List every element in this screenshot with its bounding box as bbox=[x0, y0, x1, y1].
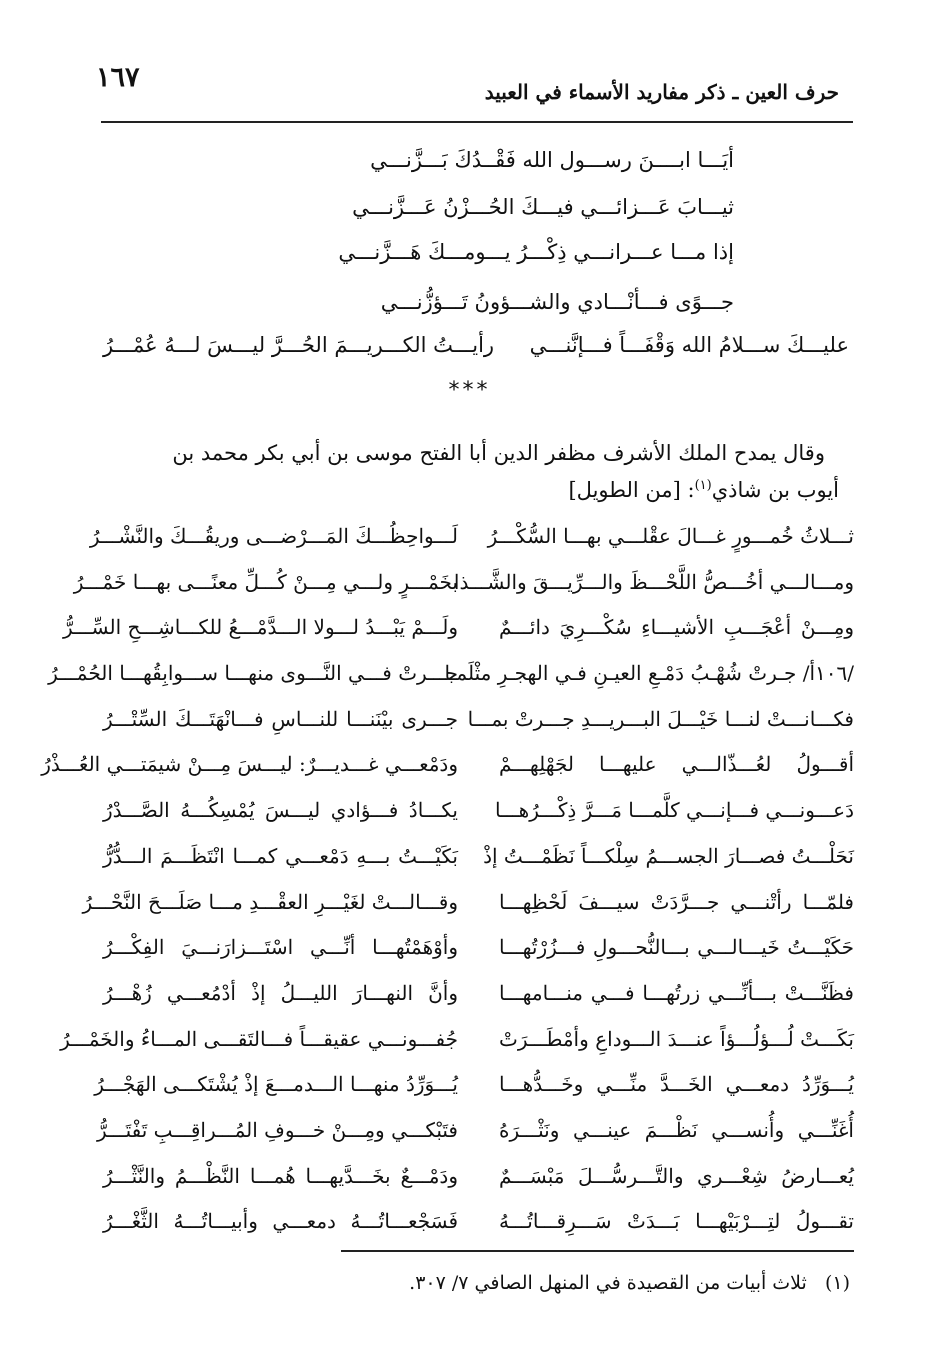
hemistich: وأوْهَمْتُهـــا أنِّـــي اسْتَـــزارَنـــيَ الفِكْـــرُ bbox=[103, 935, 458, 960]
hemistich: ثـــلاثُ خُمـــورٍ غـــالَ عقْلـــي بهـــا السُّكْـــرُ bbox=[487, 524, 854, 548]
hemistich: بخَمْـــرٍ ولـــي مِـــنْ كُـــلِّ معنًـــى بهـــا خَمْـــرُ bbox=[73, 569, 458, 594]
hemistich: يُعـــارضُ شِعْـــري والتَّـــرسُّـــلَ مَبْسَـــمٌ bbox=[499, 1163, 854, 1188]
poem-meter: : [من الطويل] bbox=[568, 478, 695, 502]
hemistich: يُـــوَرِّدُ منهـــا الـــدمـــعَ إذْ يُشْتَكـــى الهَجْـــرُ bbox=[94, 1072, 458, 1097]
verse-line: ثيـــابَ عَـــزائـــي فيـــكَ الحُـــزْنُ عَـــزَّنـــي bbox=[352, 195, 734, 219]
closing-verse-first-hemistich: عليـــكَ ســـلامُ الله وَقْفَـــاً فـــإنَّنـــي bbox=[529, 333, 849, 357]
poem-introduction: وقال يمدح الملك الأشرف مظفر الدين أبا الفتح موسى بن أبي بكر محمد بن bbox=[172, 441, 825, 465]
hemistich: فلمّـــا رأتْنـــي جـــرَّدَتْ سيـــفَ لَحْظِهـــا bbox=[499, 889, 854, 914]
patron-name: أيوب بن شاذي bbox=[711, 478, 839, 502]
footnote-reference: (١) bbox=[694, 478, 712, 493]
hemistich: جـــرى بيْنَنـــا للنـــاسِ فـــانْهَتَـــكَ السِّتْـــرُ bbox=[103, 706, 458, 731]
hemistich: وأنَّ النهـــارَ الليـــلُ إذْ أدْمُعـــي زُهْـــرُ bbox=[103, 980, 458, 1005]
verse-line: إذا مـــا عـــرانـــي ذِكْـــرُ يـــومـــكَ هَـــزَّنـــي bbox=[338, 240, 734, 264]
hemistich: فكـــانـــتْ لنـــا خَيْـــلَ البـــريـــدِ جـــرتْ بمـــا bbox=[467, 706, 854, 731]
hemistich: /١٠٦أ/ جـرتْ شُهْـبُ دَمْـعِ العيـنِ فـي الهجـرِ مثْلَمـا bbox=[444, 661, 854, 686]
page-number: ١٦٧ bbox=[96, 62, 140, 93]
hemistich: ودَمْعـــي غـــديـــرٌ: ليـــسَ مِـــنْ شيمَتـــي العُـــذْرُ bbox=[41, 752, 458, 777]
poem-introduction-continued bbox=[568, 478, 839, 502]
footnote-rule bbox=[341, 1250, 854, 1252]
hemistich: فَسَجْعـــاتُـــهُ دمعـــي وأبيـــاتُـــهُ الثَّغْـــرُ bbox=[103, 1209, 458, 1234]
closing-verse-second-hemistich: رأيـــتُ الكـــريـــمَ الحُـــرَّ ليـــسَ لـــهُ عُمْـــرُ bbox=[103, 333, 495, 357]
verse-line: جـــوًى فـــأنْـــادي والشـــؤونُ تَـــؤزُّنـــي bbox=[380, 290, 734, 314]
hemistich: ولَـــمْ يَبْـــدُ لـــولا الـــدَّمْـــعُ للكـــاشِـــحِ السِّـــرُّ bbox=[63, 615, 458, 640]
hemistich: فتَبْكـــي ومِـــنْ خـــوفِ المُـــراقِـــبِ تَفْتَـــرُّ bbox=[96, 1117, 458, 1142]
section-separator: *** bbox=[448, 378, 491, 403]
hemistich: تقـــولُ لتِـــرْبَيْهـــا بَـــدَتْ سَـــرِقـــاتُـــهُ bbox=[499, 1209, 854, 1234]
hemistich: يكـــادُ فـــؤادي ليـــسَ يُمْسِكُـــهُ الصَّـــدْرُ bbox=[103, 798, 458, 823]
hemistich: بَكَيْـــتُ بـــهِ دَمْعـــي كمـــا انْتَظَـــمَ الـــدُّرُّ bbox=[103, 843, 458, 868]
hemistich: جـــرتْ فـــي النَّـــوى منهـــا ســـوابِقُهـــا الحُمْـــرُ bbox=[48, 661, 458, 686]
hemistich: حَكَيْـــتُ خَيـــالـــي بـــالنُّحـــولِ فـــزُرْتُهـــا bbox=[499, 935, 854, 960]
verse-line: أيَـــا ابــــنَ رســـول الله فَقْــدُكَ بَـــزَّنـــي bbox=[370, 148, 734, 172]
hemistich: جُفـــونـــي عقيقـــاً فـــالتَقـــى المـــاءُ والخَمْـــرُ bbox=[60, 1026, 458, 1051]
hemistich: أُغَنِّـــي وأُنســـي نَظْـــمَ عينـــي ونَثْـــرَهُ bbox=[499, 1117, 854, 1142]
hemistich: وقـــالـــتْ لغَيْـــرِ العقْـــدِ مـــا صَلَـــحَ النَّحْـــرُ bbox=[82, 889, 458, 914]
hemistich: ومِـــنْ أعْجَـــبِ الأشيـــاءِ سُكْـــرِيَ دائـــمٌ bbox=[499, 615, 854, 640]
footnote bbox=[409, 1272, 850, 1294]
hemistich: بَكَـــتْ لُـــؤلُـــؤاً عنـــدَ الـــوداعِ وأمْطَـــرَتْ bbox=[499, 1026, 854, 1051]
hemistich: ومـــالـــي أخُـــصُّ اللَّحْـــظَ والـــرِّيـــقَ والشَّـــذا bbox=[453, 569, 854, 594]
hemistich: أقـــولُ لعُـــذّالـــي عليهـــا لجَهْلِهـــمْ bbox=[499, 752, 854, 777]
footnote-number: (١) bbox=[824, 1272, 850, 1294]
hemistich: دَعـــونـــي فـــإنـــي كلَّمـــا مَـــرَّ ذِكْـــرُهـــا bbox=[494, 798, 854, 823]
hemistich: لَـــواحِظُـــكَ المَـــرْضـــى وريقُـــكَ والنَّشْـــرُ bbox=[89, 524, 458, 548]
hemistich: فظَنَّـــتْ بـــأنِّـــي زرتُهـــا فـــي منـــامهـــا bbox=[499, 980, 854, 1005]
first-hemistich-column bbox=[444, 514, 854, 1245]
second-hemistich-column bbox=[41, 514, 458, 1245]
hemistich: ودَمْـــعٌ بخَـــدَّيهـــا هُمـــا النَّظْـــمُ والنَّثْـــرُ bbox=[103, 1163, 458, 1188]
header-rule bbox=[101, 121, 853, 123]
footnote-text: ثلاث أبيات من القصيدة في المنهل الصافي ٧/ ٣٠٧. bbox=[409, 1272, 807, 1294]
hemistich: يُـــوَرِّدُ دمعـــي الخَـــدَّ منِّـــي وخَـــدُّهـــا bbox=[499, 1072, 854, 1097]
running-header: حرف العين ـ ذكر مفاريد الأسماء في العبيد bbox=[484, 80, 839, 104]
hemistich: نَحَلْـــتُ فصـــارَ الجســـمُ سِلْكـــاً نَظَمْـــتُ إذْ bbox=[483, 843, 854, 868]
